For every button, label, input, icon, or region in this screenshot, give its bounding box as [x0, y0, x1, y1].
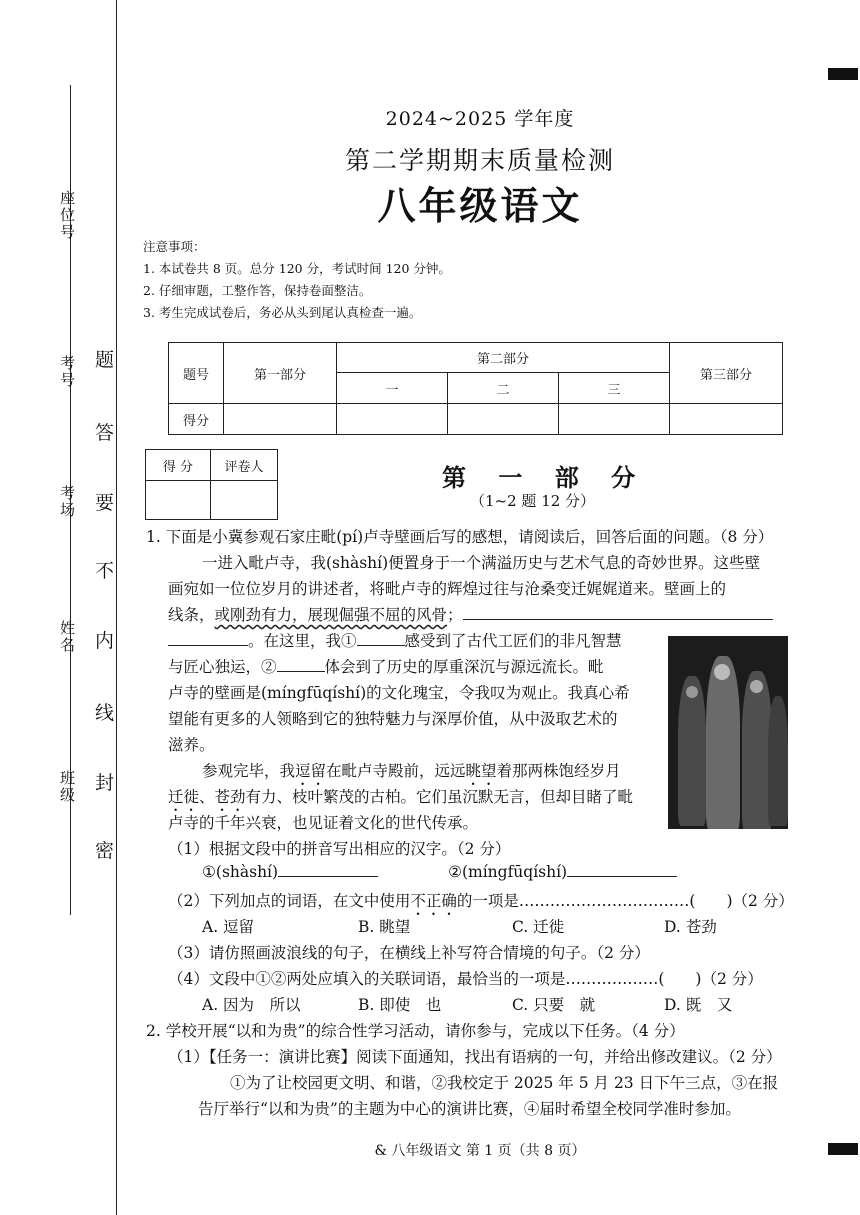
q2-task-1: （1）【任务一：演讲比赛】阅读下面通知，找出有语病的一句，并给出修改建议。（2 分） [168, 1048, 782, 1066]
exam-no-label: 考号 [58, 355, 76, 389]
col-part1: 第一部分 [224, 343, 337, 404]
sub-question-1-answers [202, 863, 677, 881]
pinyin-a: ①(shàshí) [202, 863, 279, 881]
answer-blank-b[interactable] [567, 876, 677, 877]
seal-char: 封 [95, 772, 115, 794]
option[interactable]: A. 逗留 [202, 918, 255, 936]
dotted-word: 苍劲 [214, 788, 246, 806]
notes [143, 236, 451, 324]
blank-2[interactable] [277, 671, 325, 672]
q1-text-line [168, 655, 604, 677]
seat-label: 座位号 [58, 190, 76, 241]
score-cell[interactable] [448, 404, 559, 435]
sub-question-4: （4）文段中①②两处应填入的关联词语，最恰当的一项是………………( )（2 分） [168, 970, 763, 988]
text: 、 [199, 788, 215, 806]
blank-1[interactable] [357, 645, 405, 646]
exam-term: 第二学期期末质量检测 [344, 146, 615, 175]
text: 有力、枝叶繁茂的古柏。它们虽沉默无言，但却目睹了毗 [245, 788, 634, 806]
option[interactable]: C. 迁徙 [512, 918, 565, 936]
col-part2: 第二部分 [337, 343, 670, 373]
notes-title: 注意事项： [143, 239, 206, 254]
seal-char: 密 [95, 840, 115, 862]
wavy-sentence: 或刚劲有力，展现倔强不屈的风骨 [214, 606, 448, 624]
text: 着那两株饱经岁月 [496, 762, 621, 780]
score-cell[interactable] [670, 404, 783, 435]
note-item: 3. 考生完成试卷后，务必从头到尾认真检查一遍。 [143, 305, 422, 320]
option[interactable]: B. 即使 也 [358, 996, 442, 1014]
q2-stem: 2. 学校开展“以和为贵”的综合性学习活动，请你参与，完成以下任务。（4 分） [146, 1022, 685, 1040]
sub-question-3: （3）请仿照画波浪线的句子，在横线上补写符合情境的句子。（2 分） [168, 944, 650, 962]
option[interactable]: B. 眺望 [358, 918, 411, 936]
part-subtitle: （1~2 题 12 分） [470, 492, 596, 510]
part-title: 第 一 部 分 [442, 463, 648, 492]
text: ； [447, 606, 463, 624]
option[interactable]: D. 既 又 [664, 996, 733, 1014]
option[interactable]: A. 因为 所以 [202, 996, 301, 1014]
school-year: 2024~2025 学年度 [385, 108, 575, 130]
score-cell[interactable] [224, 404, 337, 435]
dotted-word: 不正确 [410, 892, 457, 910]
col-part2-sub: 一 [337, 373, 448, 404]
pinyin-b: ②(míngfūqíshí) [448, 863, 568, 881]
q1-text-line: 卢寺的千年兴衰，也见证着文化的世代传承。 [168, 814, 479, 832]
q2-notice-line: ①为了让校园更文明、和谐，②我校定于 2025 年 5 月 23 日下午三点，③在报 [230, 1074, 779, 1092]
text: 体会到了历史的厚重深沉与源远流长。毗 [324, 658, 604, 676]
dotted-word: 迁徙 [168, 788, 200, 806]
q1-text-line: 画宛如一位位岁月的讲述者，将毗卢寺的辉煌过往与沧桑变迁娓娓道来。壁画上的 [168, 580, 727, 598]
page-footer: & 八年级语文 第 1 页（共 8 页） [374, 1143, 586, 1159]
mural-face [714, 664, 730, 680]
mural-face [750, 680, 763, 693]
text: 。在这里，我① [248, 632, 357, 650]
note-item: 2. 仔细审题，工整作答，保持卷面整洁。 [143, 283, 372, 298]
q1-text-line [168, 603, 773, 625]
mural-figure [706, 656, 740, 829]
grader-score-cell[interactable] [146, 481, 211, 520]
fill-blank[interactable] [463, 619, 773, 620]
note-item: 1. 本试卷共 8 页。总分 120 分，考试时间 120 分钟。 [143, 261, 451, 276]
mural-figure [768, 696, 788, 826]
mural-face [686, 686, 698, 698]
answer-blank-a[interactable] [278, 876, 378, 877]
col-part2-sub: 三 [559, 373, 670, 404]
seal-char: 内 [95, 630, 115, 652]
grader-name-cell[interactable] [211, 481, 278, 520]
score-cell[interactable] [337, 404, 448, 435]
text: （2）下列加点的词语，在文中使用 [168, 892, 411, 910]
row-label-number: 题号 [169, 343, 224, 404]
q1-stem: 1. 下面是小冀参观石家庄毗(pí)卢寺壁画后写的感想，请阅读后，回答后面的问题。（8 分） [146, 528, 774, 546]
seal-char: 答 [95, 422, 115, 444]
q1-text-line: 卢寺的壁画是(míngfūqíshí)的文化瑰宝，令我叹为观止。我真心希 [168, 684, 630, 702]
exam-room-label: 考场 [58, 485, 76, 519]
col-part3: 第三部分 [670, 343, 783, 404]
dotted-word: 眺望 [465, 762, 497, 780]
option[interactable]: C. 只要 就 [512, 996, 596, 1014]
sub-question-1: （1）根据文段中的拼音写出相应的汉字。（2 分） [168, 840, 511, 858]
q2-notice-line: 告厅举行“以和为贵”的主题为中心的演讲比赛，④届时希望全校同学准时参加。 [198, 1100, 741, 1118]
q1-text-line: 滋养。 [168, 736, 215, 754]
subject-title: 八年级语文 [377, 183, 583, 228]
class-label: 班级 [58, 770, 76, 804]
score-table [168, 342, 783, 435]
seal-char: 要 [95, 492, 115, 514]
alignment-mark [828, 68, 858, 80]
text: 在毗卢寺殿前，远远 [326, 762, 466, 780]
grader-score-label: 得 分 [146, 450, 211, 481]
q1-text-line [168, 629, 622, 651]
text: 参观完毕，我 [202, 762, 296, 780]
name-label: 姓名 [58, 620, 76, 654]
text: 线条， [168, 606, 215, 624]
dotted-word: 逗留 [295, 762, 327, 780]
text: 的一项是……………………………( )（2 分） [456, 892, 794, 910]
mural-figure [678, 676, 706, 826]
fill-blank[interactable] [168, 645, 248, 646]
row-label-score: 得分 [169, 404, 224, 435]
seal-char: 题 [95, 349, 115, 371]
grader-name-label: 评卷人 [211, 450, 278, 481]
mural-painting-image [668, 636, 788, 829]
col-part2-sub: 二 [448, 373, 559, 404]
seal-char: 线 [95, 702, 115, 724]
q1-text-line: 一进入毗卢寺，我(shàshí)便置身于一个满溢历史与艺术气息的奇妙世界。这些壁 [202, 554, 761, 572]
text: 与匠心独运，② [168, 658, 277, 676]
text: 感受到了古代工匠们的非凡智慧 [404, 632, 622, 650]
score-cell[interactable] [559, 404, 670, 435]
q1-text-line: 望能有更多的人领略到它的独特魅力与深厚价值，从中汲取艺术的 [168, 710, 618, 728]
seal-char: 不 [95, 560, 115, 582]
option[interactable]: D. 苍劲 [664, 918, 717, 936]
grader-box [145, 449, 278, 520]
